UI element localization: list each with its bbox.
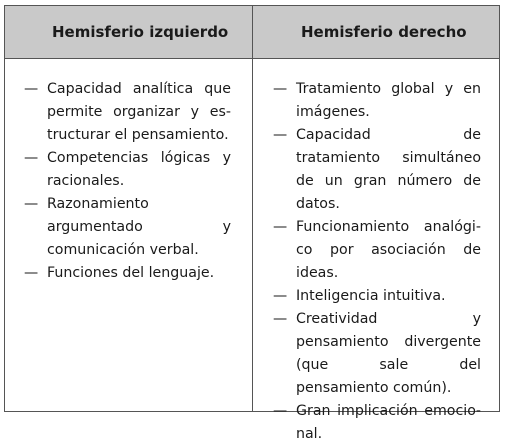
list-item xyxy=(273,400,481,446)
list-item-text: Gran implicación emocional. xyxy=(296,403,481,442)
list-item xyxy=(24,147,231,193)
left-hemisphere-list xyxy=(24,78,231,285)
list-item xyxy=(273,124,481,216)
list-item xyxy=(24,262,231,285)
dash-bullet: — xyxy=(273,403,288,419)
dash-bullet: — xyxy=(273,311,288,327)
list-item-text: Capacidad de tratamiento simultáneo de un gran número de datos. xyxy=(296,127,481,212)
dash-bullet: — xyxy=(273,288,288,304)
list-item-text: Funcionamiento analógico por asociación de ideas. xyxy=(296,219,481,281)
header-right-hemisphere: Hemisferio derecho xyxy=(301,23,467,41)
header-left-hemisphere: Hemisferio izquierdo xyxy=(52,23,229,41)
list-item-text: Funciones del lenguaje. xyxy=(47,265,215,281)
list-item-text: Creatividad y pensamiento divergente (que sale del pensamiento común). xyxy=(296,311,481,396)
dash-bullet: — xyxy=(24,81,39,97)
list-item-text: Tratamiento global y en imágenes. xyxy=(296,81,481,120)
list-item-text: Capacidad analítica que permite organizar y estructurar el pensamiento. xyxy=(47,81,231,143)
list-item xyxy=(273,216,481,285)
hemispheres-table xyxy=(4,5,500,442)
dash-bullet: — xyxy=(24,150,39,166)
list-item-text: Inteligencia intuitiva. xyxy=(296,288,446,304)
right-hemisphere-list xyxy=(273,78,481,446)
list-item xyxy=(24,78,231,147)
list-item-text: Competencias lógicas y racionales. xyxy=(47,150,231,189)
list-item xyxy=(273,308,481,400)
list-item xyxy=(273,285,481,308)
list-item xyxy=(24,193,231,262)
dash-bullet: — xyxy=(24,196,39,212)
dash-bullet: — xyxy=(273,81,288,97)
dash-bullet: — xyxy=(273,127,288,143)
column-divider xyxy=(252,6,253,411)
dash-bullet: — xyxy=(273,219,288,235)
list-item xyxy=(273,78,481,124)
dash-bullet: — xyxy=(24,265,39,281)
list-item-text: Razonamiento argumentado y comunicación verbal. xyxy=(47,196,231,258)
